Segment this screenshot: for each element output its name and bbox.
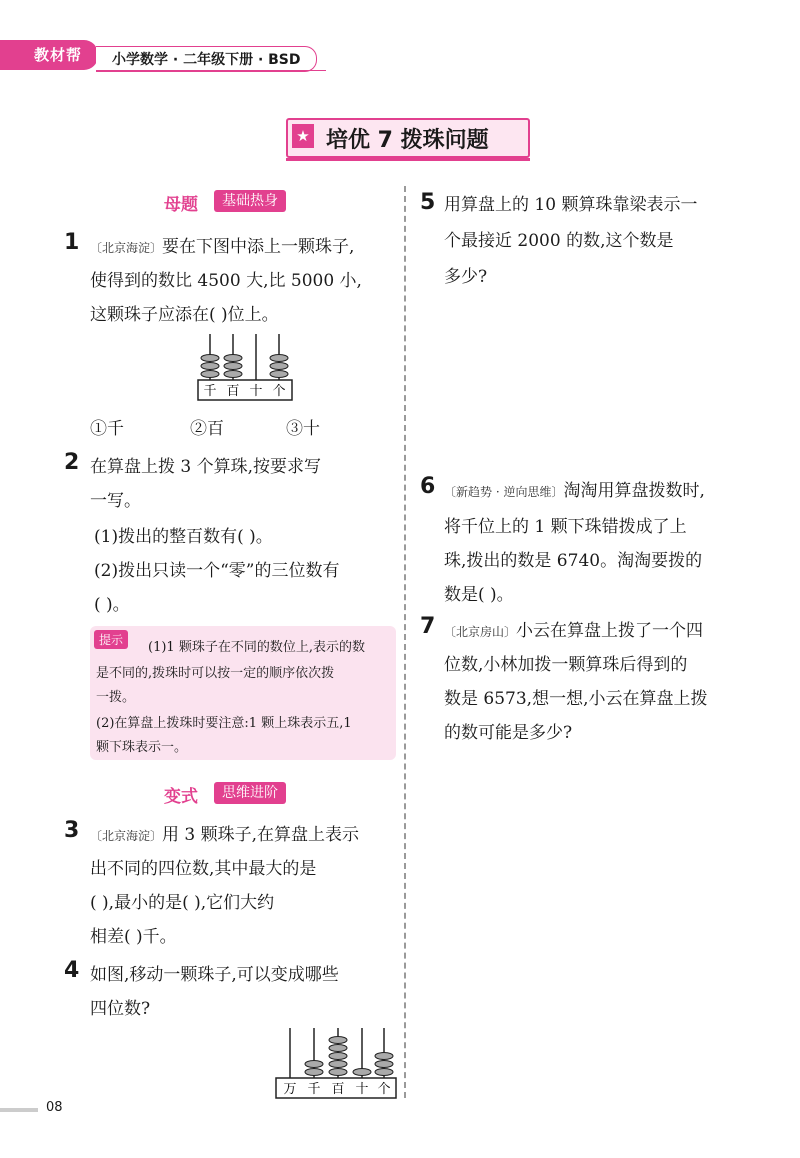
header-bar — [96, 46, 317, 72]
problem-6-source: 〔新趋势 · 逆向思维〕 — [444, 485, 564, 499]
problem-5-number: 5 — [420, 190, 436, 215]
abacus-4-label-ones: 个 — [377, 1082, 391, 1097]
problem-4-line-1: 如图,移动一颗珠子,可以变成哪些 — [90, 965, 339, 985]
problem-5-line-2: 个最接近 2000 的数,这个数是 — [444, 231, 674, 251]
brand-tab — [0, 40, 98, 70]
hint-tag: 提示 — [94, 630, 128, 649]
abacus-4-label-tens: 十 — [355, 1082, 369, 1097]
problem-1-line-3: 这颗珠子应添在( )位上。 — [90, 305, 279, 325]
star-icon: ★ — [292, 124, 314, 148]
bead — [305, 1061, 323, 1068]
problem-3-line-4: 相差( )千。 — [90, 927, 177, 947]
bead — [270, 363, 288, 370]
abacus-1-label-hundreds: 百 — [226, 384, 240, 399]
section-mother — [164, 190, 314, 214]
problem-1-option-c: ③十 — [286, 419, 320, 439]
problem-2-line-1: 在算盘上拨 3 个算珠,按要求写 — [90, 457, 322, 477]
bead — [375, 1061, 393, 1068]
problem-4-line-2: 四位数? — [90, 999, 151, 1019]
bead — [224, 363, 242, 370]
bead — [329, 1045, 347, 1052]
bead — [201, 371, 219, 378]
bead — [201, 363, 219, 370]
section-variant-label: 变式 — [164, 787, 198, 807]
hint-line-2: 是不同的,拨珠时可以按一定的顺序依次拨 — [96, 666, 335, 681]
abacus-1-label-thousands: 千 — [203, 384, 217, 399]
abacus-1-label-ones: 个 — [272, 384, 286, 399]
bead — [329, 1053, 347, 1060]
page-number: 08 — [46, 1100, 63, 1115]
problem-1-option-a: ①千 — [90, 419, 124, 439]
abacus-4-label-thousands: 千 — [307, 1082, 321, 1097]
problem-3-number: 3 — [64, 818, 80, 843]
problem-6-line-2: 将千位上的 1 颗下珠错拨成了上 — [444, 517, 687, 537]
abacus-4-label-ten-thousands: 万 — [283, 1082, 297, 1097]
abacus-figure-1 — [196, 330, 306, 402]
abacus-figure-4 — [274, 1024, 400, 1100]
problem-2-line-2: 一写。 — [90, 491, 141, 511]
problem-2-number: 2 — [64, 450, 80, 475]
problem-6-line-1: 〔新趋势 · 逆向思维〕淘淘用算盘拨数时, — [444, 481, 705, 501]
problem-5-line-3: 多少? — [444, 267, 488, 287]
bead — [329, 1061, 347, 1068]
section-mother-label: 母题 — [164, 195, 198, 215]
section-mother-sub: 基础热身 — [214, 190, 286, 212]
problem-7-source: 〔北京房山〕 — [444, 625, 517, 639]
problem-7-line-3: 数是 6573,想一想,小云在算盘上拨 — [444, 689, 708, 709]
abacus-1-label-tens: 十 — [249, 384, 263, 399]
problem-4-number: 4 — [64, 958, 80, 983]
bead — [329, 1069, 347, 1076]
problem-3-source: 〔北京海淀〕 — [90, 829, 163, 843]
section-variant-sub: 思维进阶 — [214, 782, 286, 804]
hint-line-3: 一拨。 — [96, 690, 136, 705]
title-underline — [286, 158, 530, 161]
hint-line-1: (1)1 颗珠子在不同的数位上,表示的数 — [148, 640, 365, 655]
problem-1-source: 〔北京海淀〕 — [90, 241, 163, 255]
problem-7-line-4: 的数可能是多少? — [444, 723, 573, 743]
header-underline — [96, 70, 326, 71]
hint-line-4: (2)在算盘上拨珠时要注意:1 颗上珠表示五,1 — [96, 716, 352, 731]
bead — [270, 371, 288, 378]
problem-1-option-b: ②百 — [190, 419, 224, 439]
problem-6-line-3: 珠,拨出的数是 6740。淘淘要拨的 — [444, 551, 703, 571]
problem-7-line-1: 〔北京房山〕小云在算盘上拨了一个四 — [444, 621, 704, 641]
problem-2-line-3: (1)拨出的整百数有( )。 — [94, 527, 273, 547]
abacus-4-label-hundreds: 百 — [331, 1082, 345, 1097]
problem-6-number: 6 — [420, 474, 436, 499]
bead — [305, 1069, 323, 1076]
bead — [375, 1053, 393, 1060]
bead — [201, 355, 219, 362]
page-title-box — [286, 118, 530, 158]
bead — [270, 355, 288, 362]
bead — [224, 371, 242, 378]
problem-1-number: 1 — [64, 230, 80, 255]
problem-7-number: 7 — [420, 614, 436, 639]
problem-3-line-2: 出不同的四位数,其中最大的是 — [90, 859, 317, 879]
problem-3-line-3: ( ),最小的是( ),它们大约 — [90, 893, 275, 913]
problem-7-line-2: 位数,小林加拨一颗算珠后得到的 — [444, 655, 688, 675]
bead — [375, 1069, 393, 1076]
problem-5-line-1: 用算盘上的 10 颗算珠靠梁表示一 — [444, 195, 698, 215]
bead — [353, 1069, 371, 1076]
problem-2-line-4: (2)拨出只读一个“零”的三位数有 — [94, 561, 340, 581]
page-title: 培优 7 拨珠问题 — [326, 128, 489, 153]
footer-bar — [0, 1108, 38, 1112]
problem-1-line-2: 使得到的数比 4500 大,比 5000 小, — [90, 271, 362, 291]
section-variant — [164, 782, 314, 806]
hint-line-5: 颗下珠表示一。 — [96, 740, 188, 755]
column-divider — [404, 186, 406, 1098]
problem-6-line-4: 数是( )。 — [444, 585, 514, 605]
problem-3-line-1: 〔北京海淀〕用 3 颗珠子,在算盘上表示 — [90, 825, 360, 845]
problem-1-line-1: 〔北京海淀〕要在下图中添上一颗珠子, — [90, 237, 355, 257]
bead — [224, 355, 242, 362]
book-subtitle: 小学数学 · 二年级下册 · BSD — [112, 52, 301, 68]
problem-2-line-5: ( )。 — [94, 595, 130, 615]
brand-label: 教材帮 — [34, 46, 83, 64]
bead — [329, 1037, 347, 1044]
hint-box — [90, 626, 396, 760]
